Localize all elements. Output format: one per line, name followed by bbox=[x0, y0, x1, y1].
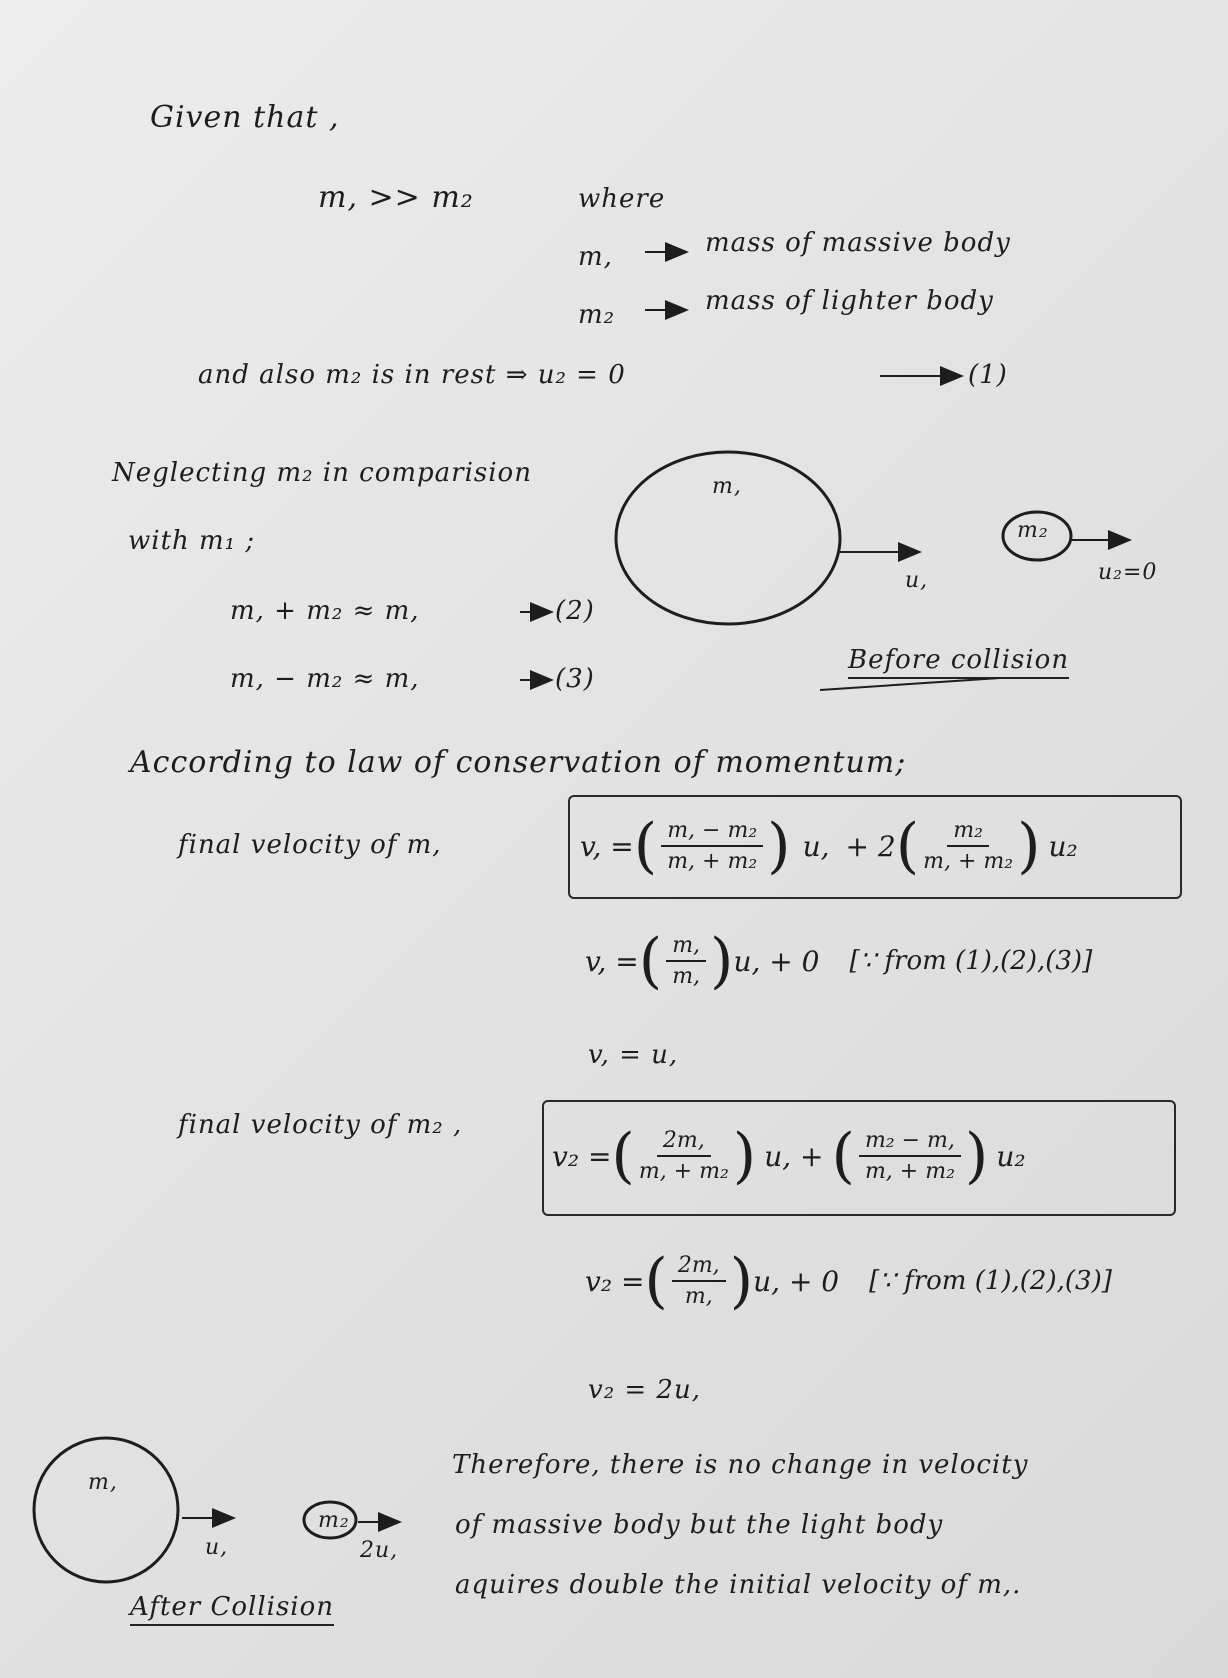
v1-result: v, = u, bbox=[588, 1040, 679, 1070]
v2-step: v₂ = ( $\frac{2m,}{m,}$ ) u, + 0 [∵ from (1),(2),(3)] bbox=[585, 1246, 1112, 1316]
neglect-line1: Neglecting m₂ in comparision bbox=[112, 458, 532, 488]
conclusion-line2: of massive body but the light body bbox=[455, 1510, 944, 1540]
conclusion-line1: Therefore, there is no change in velocity bbox=[452, 1450, 1029, 1480]
def1-text: mass of massive body bbox=[705, 228, 1011, 258]
after-collision-caption: After Collision bbox=[130, 1592, 334, 1626]
after-light-body bbox=[304, 1502, 356, 1538]
eq2-expression: m, + m₂ ≈ m, bbox=[230, 596, 420, 626]
before-u1-label: u, bbox=[905, 568, 929, 593]
where-label: where bbox=[578, 184, 666, 214]
rest-condition: and also m₂ is in rest ⇒ u₂ = 0 bbox=[198, 360, 626, 390]
v1-label: final velocity of m, bbox=[178, 830, 442, 860]
v2-result: v₂ = 2u, bbox=[588, 1375, 701, 1405]
def1-symbol: m, bbox=[578, 242, 613, 272]
eq2-tag: (2) bbox=[555, 596, 595, 626]
before-caption-tail bbox=[820, 678, 1000, 690]
before-light-body bbox=[1003, 512, 1071, 560]
def2-text: mass of lighter body bbox=[705, 286, 994, 316]
def2-symbol: m₂ bbox=[578, 300, 616, 330]
neglect-line2: with m₁ ; bbox=[128, 526, 256, 556]
before-m2-label: m₂ bbox=[1017, 518, 1049, 543]
v1-frac2: $\frac{\text{m₂}}{\text{m, + m₂}}$ bbox=[923, 818, 1014, 874]
after-u2-label: 2u, bbox=[360, 1538, 399, 1563]
before-massive-body bbox=[616, 452, 840, 624]
v1-formula: v, = ( $\frac{\text{m, − m₂}}{\text{m, + m₂}}$ ) u, + 2 ( $\frac{\text{m₂}}{\text{m, + m₂}}$ ) u₂ bbox=[580, 811, 1078, 881]
v1-symbol: v, = bbox=[580, 829, 634, 863]
v1-frac1: $\frac{\text{m, − m₂}}{\text{m, + m₂}}$ bbox=[661, 818, 763, 874]
momentum-law: According to law of conservation of momentum; bbox=[130, 745, 907, 780]
mass-relation: m, >> m₂ bbox=[318, 180, 474, 215]
after-massive-body bbox=[34, 1438, 178, 1582]
eq3-tag: (3) bbox=[555, 664, 595, 694]
v2-label: final velocity of m₂ , bbox=[178, 1110, 463, 1140]
v2-formula: v₂ = ( $\frac{2m,}{\text{m, + m₂}}$ ) u, + ( $\frac{\text{m₂ − m,}}{\text{m, + m₂}}$ ) u₂ bbox=[552, 1121, 1026, 1191]
eq3-expression: m, − m₂ ≈ m, bbox=[230, 664, 420, 694]
eq1-tag: (1) bbox=[968, 360, 1008, 390]
after-u1-label: u, bbox=[205, 1535, 229, 1560]
after-m1-label: m, bbox=[88, 1470, 118, 1495]
before-u2-label: u₂=0 bbox=[1098, 560, 1158, 585]
conclusion-line3: aquires double the initial velocity of m,. bbox=[455, 1570, 1022, 1600]
before-collision-caption: Before collision bbox=[848, 645, 1069, 679]
after-m2-label: m₂ bbox=[318, 1508, 350, 1533]
v1-step: v, = ( $\frac{m,}{m,}$ ) u, + 0 [∵ from (1),(2),(3)] bbox=[585, 926, 1093, 996]
given-title: Given that , bbox=[150, 100, 340, 135]
before-m1-label: m, bbox=[712, 474, 742, 499]
